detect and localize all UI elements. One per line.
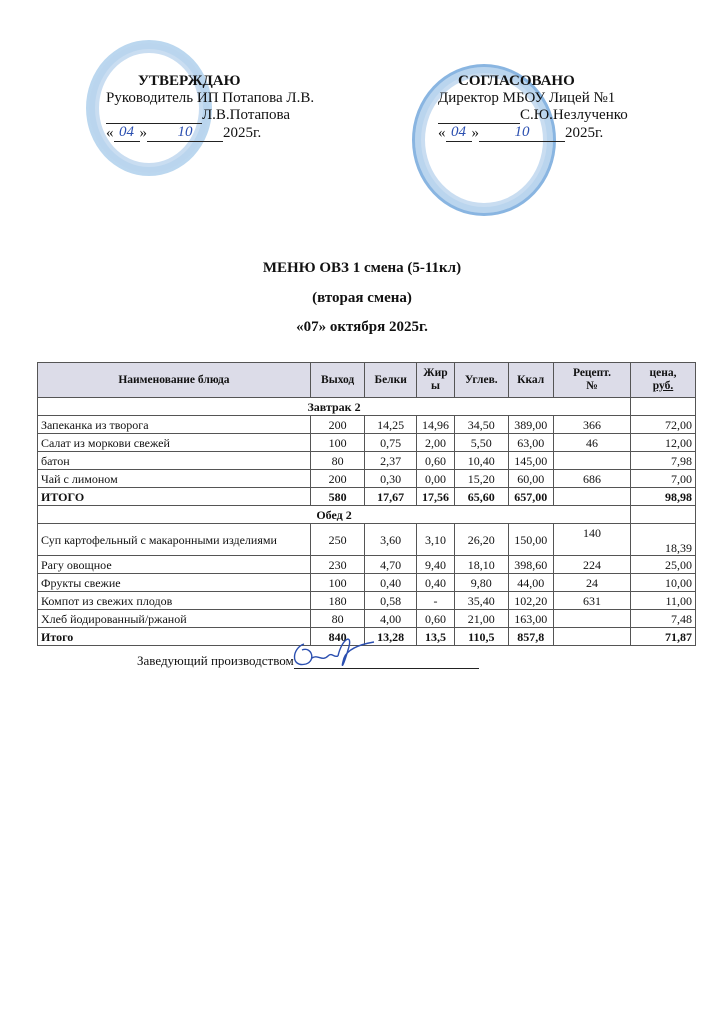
section-title: Обед 2 [38, 506, 631, 524]
table-row: Хлеб йодированный/ржаной 80 4,00 0,60 21,00 163,00 7,48 [38, 610, 696, 628]
table-row: Суп картофельный с макаронными изделиями 250 3,60 3,10 26,20 150,00 140 18,39 [38, 524, 696, 556]
approval-position: Руководитель ИП Потапова Л.В. [106, 90, 315, 106]
section-row [38, 398, 696, 416]
page-subtitle: (вторая смена) [312, 290, 412, 306]
total-row: Итого 840 13,28 13,5 110,5 857,8 71,87 [38, 628, 696, 646]
agreement-block [438, 73, 658, 142]
agreement-signer: С.Ю.Незлученко [520, 107, 628, 123]
col-header-kcal: Ккал [508, 363, 553, 398]
agreement-day: 04 [446, 124, 472, 142]
col-header-carbs: Углев. [455, 363, 509, 398]
approval-year: 2025г. [223, 125, 262, 141]
section-row [38, 506, 696, 524]
table-row: Рагу овощное 230 4,70 9,40 18,10 398,60 224 25,00 [38, 556, 696, 574]
table-row: Запеканка из творога 200 14,25 14,96 34,50 389,00 366 72,00 [38, 416, 696, 434]
agreement-date: « 04 » 10 2025г. [438, 124, 604, 141]
menu-table [37, 362, 696, 646]
production-manager-label: Заведующий производством [137, 653, 294, 668]
table-row: Салат из моркови свежей 100 0,75 2,00 5,50 63,00 46 12,00 [38, 434, 696, 452]
col-header-price: цена, руб. [631, 363, 696, 398]
approval-signer-line [106, 107, 346, 124]
approval-heading: УТВЕРЖДАЮ [138, 73, 241, 89]
col-header-protein: Белки [365, 363, 416, 398]
agreement-heading: СОГЛАСОВАНО [458, 73, 575, 89]
approval-date: « 04 » 10 2025г. [106, 124, 262, 141]
agreement-year: 2025г. [565, 125, 604, 141]
col-header-name: Наименование блюда [38, 363, 311, 398]
section-title: Завтрак 2 [38, 398, 631, 416]
approval-day: 04 [114, 124, 140, 142]
page-date: «07» октября 2025г. [296, 319, 428, 335]
page-title: МЕНЮ ОВЗ 1 смена (5-11кл) [262, 260, 462, 276]
agreement-month: 10 [479, 124, 565, 142]
col-header-yield: Выход [310, 363, 365, 398]
table-row: батон 80 2,37 0,60 10,40 145,00 7,98 [38, 452, 696, 470]
agreement-position: Директор МБОУ Лицей №1 [438, 90, 616, 106]
table-header-row [38, 363, 696, 398]
table-row: Фрукты свежие 100 0,40 0,40 9,80 44,00 24 10,00 [38, 574, 696, 592]
table-row: Компот из свежих плодов 180 0,58 - 35,40 102,20 631 11,00 [38, 592, 696, 610]
agreement-signer-line [438, 107, 658, 124]
approval-month: 10 [147, 124, 223, 142]
approval-block [106, 73, 346, 142]
total-row: ИТОГО 580 17,67 17,56 65,60 657,00 98,98 [38, 488, 696, 506]
col-header-recipe: Рецепт. № [553, 363, 630, 398]
table-row: Чай с лимоном 200 0,30 0,00 15,20 60,00 686 7,00 [38, 470, 696, 488]
handwritten-signature-icon [282, 628, 382, 676]
col-header-fat: Жир ы [416, 363, 454, 398]
approval-signer: Л.В.Потапова [202, 107, 291, 123]
